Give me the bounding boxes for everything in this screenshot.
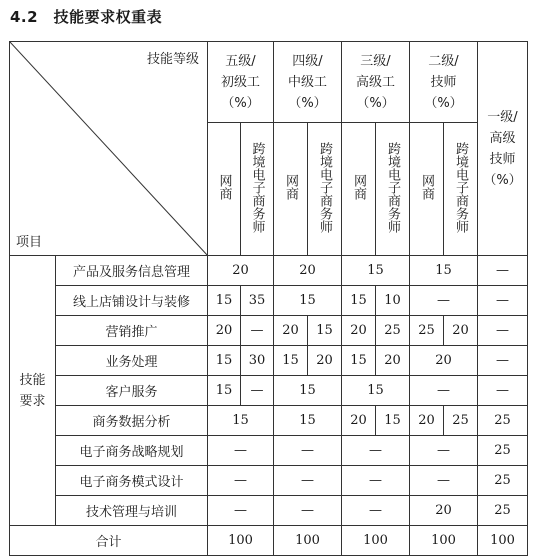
value-cell: — — [208, 466, 274, 496]
value-cell: — — [342, 436, 410, 466]
table-row — [10, 496, 528, 526]
value-cell: 15 — [376, 406, 410, 436]
value-cell: 20 — [410, 406, 444, 436]
value-cell: 15 — [208, 376, 241, 406]
table-row — [10, 376, 528, 406]
value-cell: — — [342, 496, 410, 526]
value-cell: 20 — [376, 346, 410, 376]
diagonal-line — [10, 42, 208, 256]
level-header-3: 三级/ 高级工 （%） — [342, 42, 410, 123]
sub-header-wangshang: 网商 — [342, 123, 376, 256]
row-label: 客户服务 — [56, 376, 208, 406]
value-cell: 15 — [274, 406, 342, 436]
value-cell: 15 — [208, 286, 241, 316]
value-cell: 25 — [478, 466, 528, 496]
value-cell: 10 — [376, 286, 410, 316]
diagonal-header-cell — [10, 42, 208, 256]
table-row — [10, 346, 528, 376]
row-label: 电子商务模式设计 — [56, 466, 208, 496]
total-cell: 100 — [478, 526, 528, 556]
value-cell: — — [274, 496, 342, 526]
value-cell: — — [342, 466, 410, 496]
value-cell: 15 — [274, 376, 342, 406]
value-cell: 30 — [241, 346, 274, 376]
sub-header-kuajing: 跨境电子商务师 — [376, 123, 410, 256]
value-cell: — — [274, 436, 342, 466]
level-header-1: 一级/ 高级 技师 （%） — [478, 42, 528, 256]
value-cell: — — [208, 496, 274, 526]
value-cell: 15 — [308, 316, 342, 346]
value-cell: — — [410, 466, 478, 496]
diag-bottom-label: 项目 — [16, 235, 43, 250]
value-cell: — — [478, 376, 528, 406]
value-cell: 20 — [410, 346, 478, 376]
row-label: 营销推广 — [56, 316, 208, 346]
value-cell: 20 — [208, 316, 241, 346]
diag-top-label: 技能等级 — [146, 52, 199, 67]
value-cell: — — [478, 346, 528, 376]
row-label: 技术管理与培训 — [56, 496, 208, 526]
total-cell: 100 — [208, 526, 274, 556]
value-cell: 15 — [274, 286, 342, 316]
value-cell: 15 — [342, 286, 376, 316]
value-cell: — — [410, 286, 478, 316]
total-label: 合计 — [10, 526, 208, 556]
table-row — [10, 466, 528, 496]
value-cell: 20 — [444, 316, 478, 346]
section-title: 4.2 技能要求权重表 — [10, 8, 163, 26]
value-cell: 20 — [274, 256, 342, 286]
row-label: 电子商务战略规划 — [56, 436, 208, 466]
table-row — [10, 436, 528, 466]
value-cell: 20 — [342, 406, 376, 436]
table-row — [10, 316, 528, 346]
total-cell: 100 — [274, 526, 342, 556]
value-cell: 20 — [342, 316, 376, 346]
skill-weight-table — [9, 41, 528, 556]
sub-header-wangshang: 网商 — [410, 123, 444, 256]
value-cell: — — [478, 286, 528, 316]
value-cell: — — [478, 316, 528, 346]
row-label: 商务数据分析 — [56, 406, 208, 436]
value-cell: 15 — [342, 256, 410, 286]
value-cell: 15 — [342, 346, 376, 376]
value-cell: 20 — [410, 496, 478, 526]
sub-header-kuajing: 跨境电子商务师 — [308, 123, 342, 256]
value-cell: 35 — [241, 286, 274, 316]
row-label: 业务处理 — [56, 346, 208, 376]
row-label: 线上店铺设计与装修 — [56, 286, 208, 316]
value-cell: — — [410, 376, 478, 406]
sub-header-wangshang: 网商 — [274, 123, 308, 256]
category-cell: 技能 要求 — [10, 256, 56, 526]
level-header-5: 五级/ 初级工 （%） — [208, 42, 274, 123]
value-cell: — — [410, 436, 478, 466]
value-cell: 25 — [444, 406, 478, 436]
row-label: 产品及服务信息管理 — [56, 256, 208, 286]
value-cell: 20 — [208, 256, 274, 286]
value-cell: 15 — [342, 376, 410, 406]
value-cell: 25 — [478, 406, 528, 436]
value-cell: 15 — [274, 346, 308, 376]
value-cell: 15 — [208, 346, 241, 376]
value-cell: — — [274, 466, 342, 496]
table-row — [10, 256, 528, 286]
value-cell: — — [241, 316, 274, 346]
value-cell: 25 — [410, 316, 444, 346]
total-row — [10, 526, 528, 556]
value-cell: 25 — [478, 496, 528, 526]
sub-header-kuajing: 跨境电子商务师 — [444, 123, 478, 256]
value-cell: 20 — [308, 346, 342, 376]
value-cell: 15 — [208, 406, 274, 436]
total-cell: 100 — [342, 526, 410, 556]
value-cell: — — [478, 256, 528, 286]
sub-header-kuajing: 跨境电子商务师 — [241, 123, 274, 256]
value-cell: — — [208, 436, 274, 466]
sub-header-wangshang: 网商 — [208, 123, 241, 256]
table-row — [10, 286, 528, 316]
level-header-4: 四级/ 中级工 （%） — [274, 42, 342, 123]
level-header-2: 二级/ 技师 （%） — [410, 42, 478, 123]
value-cell: 20 — [274, 316, 308, 346]
table-row — [10, 406, 528, 436]
value-cell: 25 — [376, 316, 410, 346]
value-cell: 15 — [410, 256, 478, 286]
value-cell: — — [241, 376, 274, 406]
value-cell: 25 — [478, 436, 528, 466]
total-cell: 100 — [410, 526, 478, 556]
